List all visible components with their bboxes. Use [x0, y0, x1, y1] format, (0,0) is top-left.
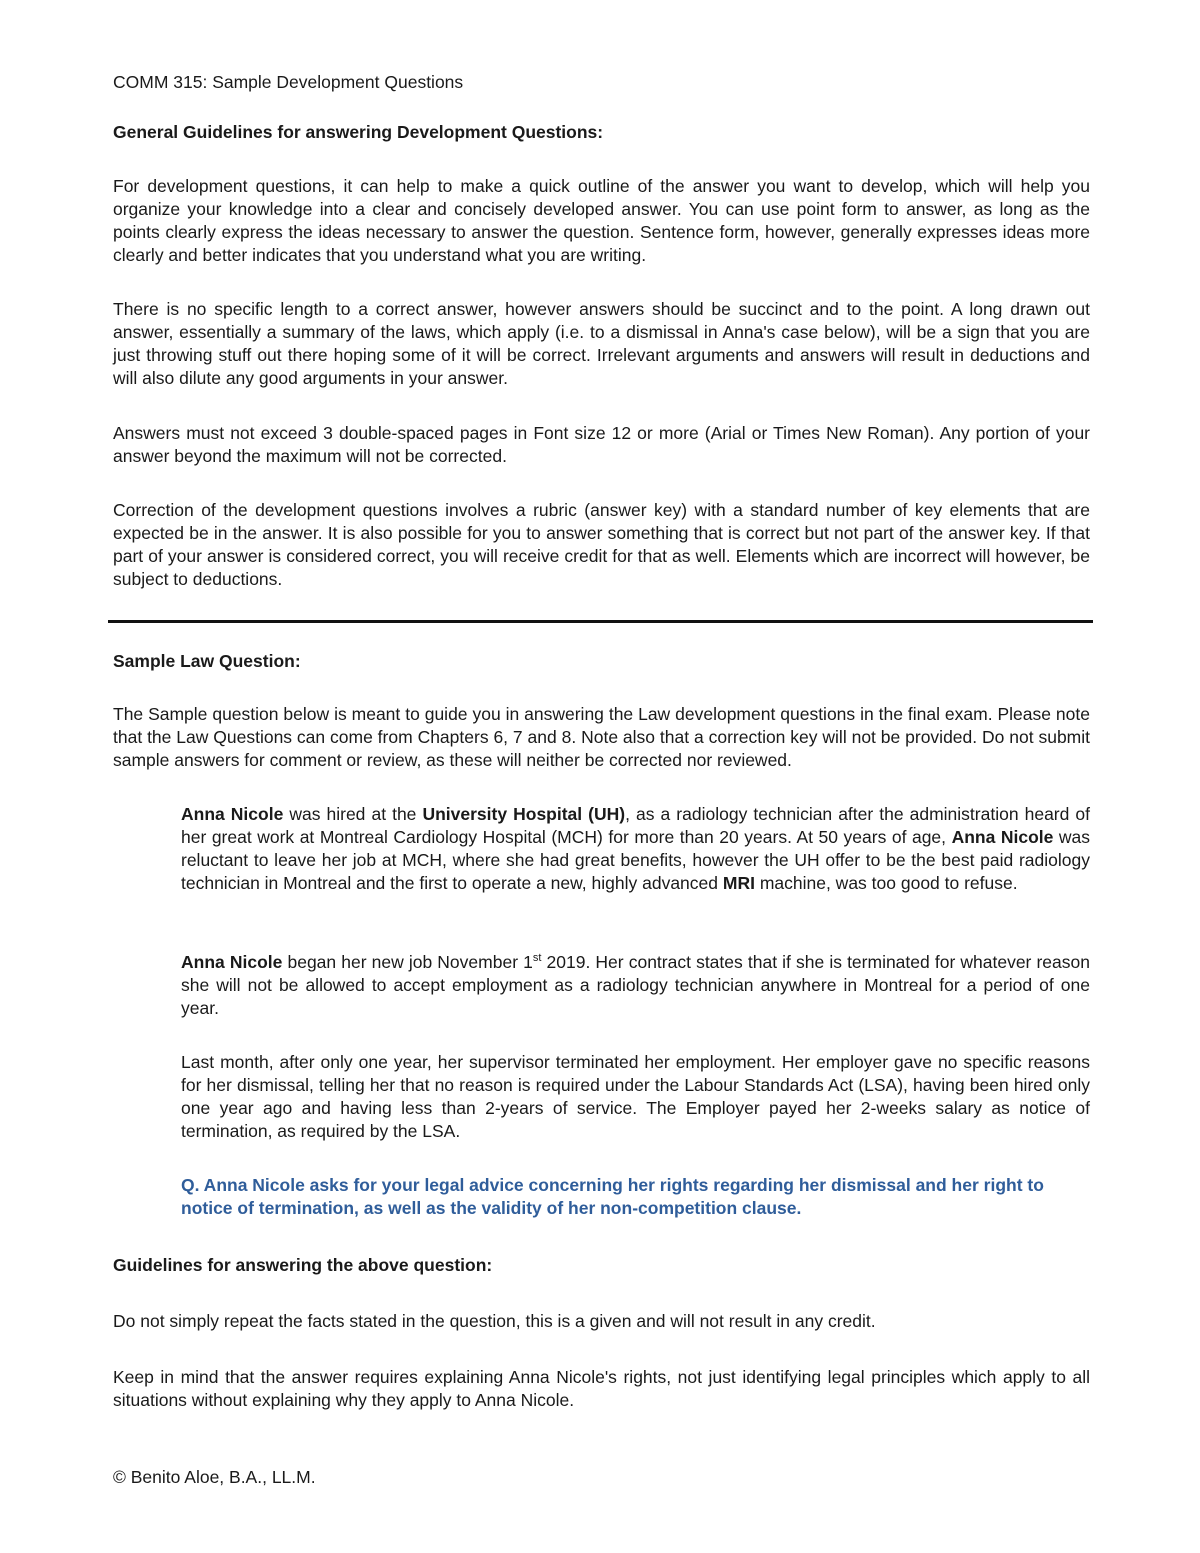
- general-guidelines-heading: General Guidelines for answering Development Questions:: [113, 122, 604, 142]
- case-text: 2019. Her contract states that if she is terminated for whatever reason she will not be allowed to accept employment as a radiology technician anywhere in Montreal for a period of one year.: [181, 952, 1090, 1018]
- general-paragraph-3: Answers must not exceed 3 double-spaced pages in Font size 12 or more (Arial or Times New Roman). Any portion of your answer beyond the maximum will not be corrected.: [113, 423, 1090, 466]
- person-name: Anna Nicole: [951, 827, 1054, 847]
- case-paragraph-3: Last month, after only one year, her supervisor terminated her employment. Her employer gave no specific reasons for her dismissal, telling her that no reason is required under the Labour Standards Act (LSA), having been hired only one year ago and having less than 2-years of service. The Employer payed her 2-weeks salary as notice of termination, as required by the LSA.: [181, 1052, 1090, 1141]
- case-text: , as a radiology technician after the administration heard of her great work at Montreal Cardiology Hospital (MCH) for more than 20 years. At 50 years of age,: [181, 804, 1090, 847]
- case-text: was reluctant to leave her job at MCH, where she had great benefits, however the UH offer to be the best paid radiology technician in Montreal and the first to operate a new, highly advanced: [181, 827, 1091, 893]
- case-text: began her new job November 1: [282, 952, 533, 972]
- sample-law-intro: The Sample question below is meant to guide you in answering the Law development questions in the final exam. Please note that the Law Questions can come from Chapters 6, 7 and 8. Note also that a correction key will not be provided. Do not submit sample answers for comment or review, as these will neither be corrected nor reviewed.: [113, 704, 1090, 770]
- ordinal-suffix: st: [532, 952, 542, 965]
- general-paragraph-2: There is no specific length to a correct answer, however answers should be succinct and to the point. A long drawn out answer, essentially a summary of the laws, which apply (i.e. to a dismissal in Anna's case below), will be a sign that you are just throwing stuff out there hoping some of it will be correct. Irrelevant arguments and answers will result in deductions and will also dilute any good arguments in your answer.: [113, 299, 1090, 388]
- case-text: machine, was too good to refuse.: [754, 873, 1018, 893]
- answer-guideline-2: Keep in mind that the answer requires explaining Anna Nicole's rights, not just identifying legal principles which apply to all situations without explaining why they apply to Anna Nicole.: [113, 1367, 1090, 1410]
- sample-law-heading: Sample Law Question:: [113, 651, 301, 671]
- person-name: Anna Nicole: [181, 804, 284, 824]
- case-paragraph-2: [181, 951, 1090, 1020]
- hospital-name: University Hospital (UH): [422, 804, 626, 824]
- answer-guidelines-heading: Guidelines for answering the above question:: [113, 1255, 493, 1275]
- copyright-footer: © Benito Aloe, B.A., LL.M.: [113, 1467, 316, 1487]
- law-question: Q. Anna Nicole asks for your legal advice concerning her rights regarding her dismissal and her right to notice of termination, as well as the validity of her non-competition clause.: [181, 1175, 1044, 1218]
- case-text: was hired at the: [283, 804, 423, 824]
- section-divider: [108, 620, 1093, 623]
- case-paragraph-1: [181, 803, 1090, 895]
- mri-term: MRI: [722, 873, 755, 893]
- general-paragraph-4: Correction of the development questions involves a rubric (answer key) with a standard number of key elements that are expected be in the answer. It is also possible for you to answer something that is correct but not part of the answer key. If that part of your answer is considered correct, you will receive credit for that as well. Elements which are incorrect will however, be subject to deductions.: [113, 500, 1090, 589]
- answer-guideline-1: Do not simply repeat the facts stated in the question, this is a given and will not result in any credit.: [113, 1311, 876, 1331]
- general-paragraph-1: For development questions, it can help to make a quick outline of the answer you want to develop, which will help you organize your knowledge into a clear and concisely developed answer. You can use point form to answer, as long as the points clearly express the ideas necessary to answer the question. Sentence form, however, generally expresses ideas more clearly and better indicates that you understand what you are writing.: [113, 176, 1090, 265]
- document-title: COMM 315: Sample Development Questions: [113, 72, 464, 92]
- person-name: Anna Nicole: [181, 952, 283, 972]
